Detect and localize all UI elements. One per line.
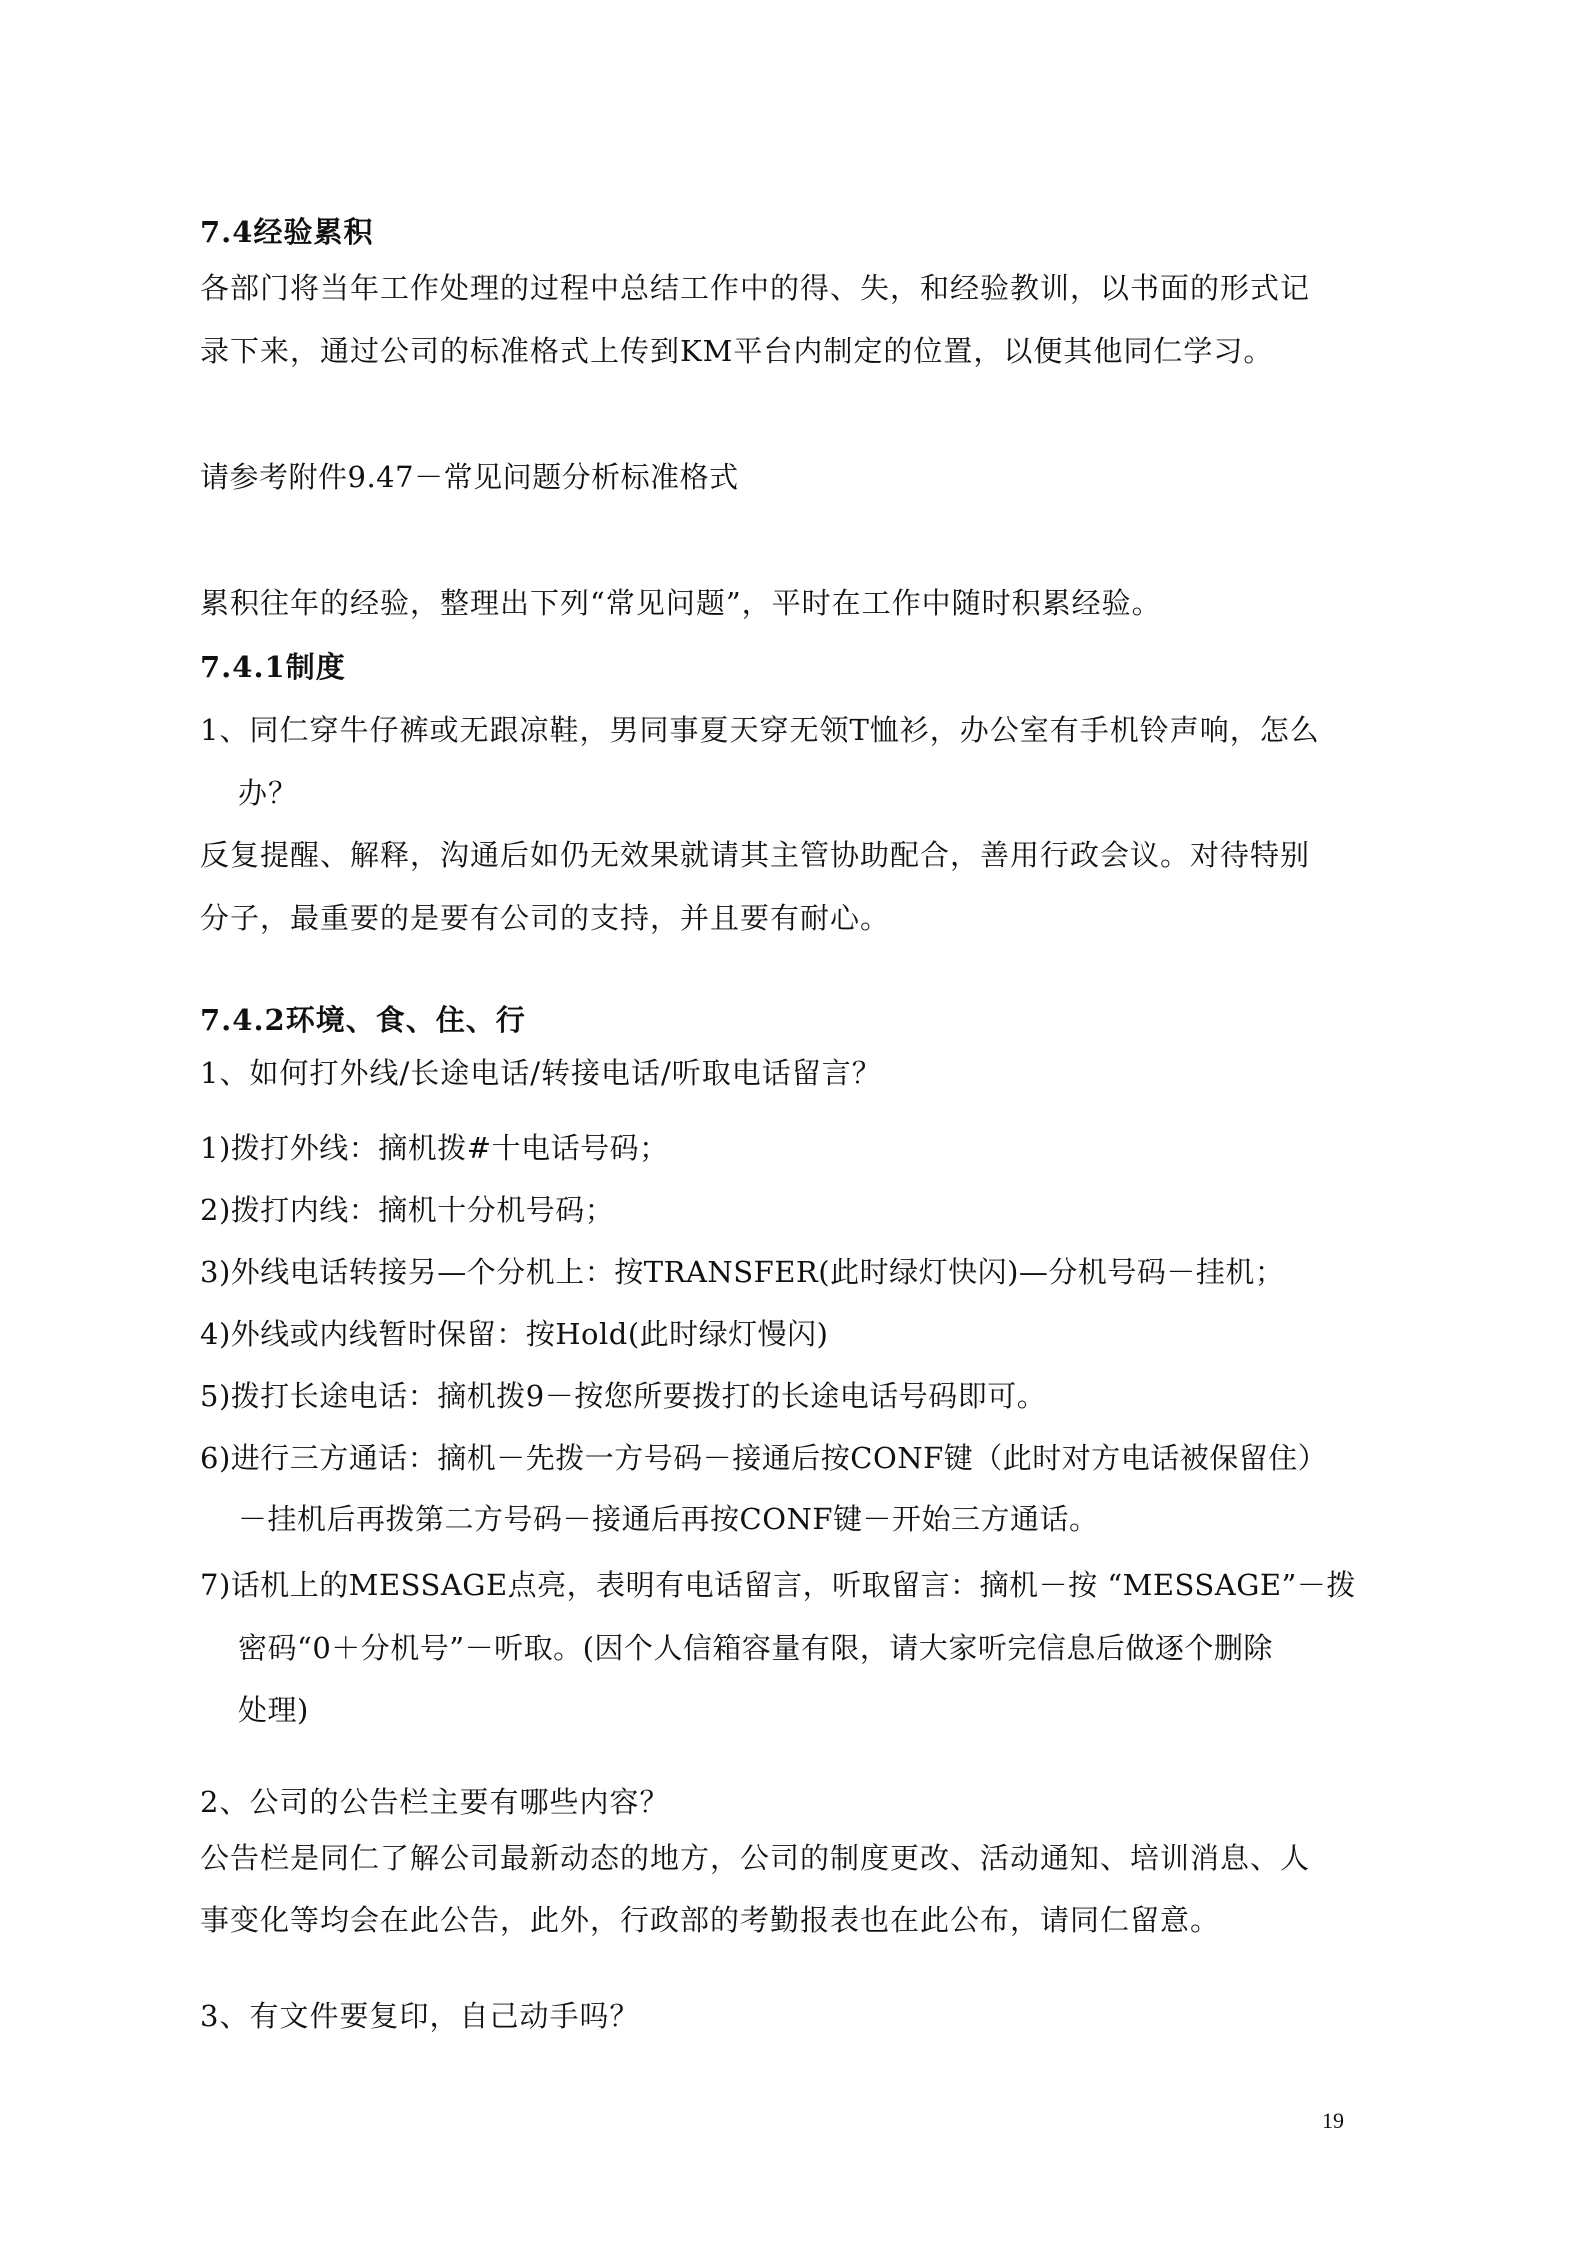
list-item: 4)外线或内线暂时保留：按Hold(此时绿灯慢闪) bbox=[200, 1317, 829, 1351]
answer-line: 分子，最重要的是要有公司的支持，并且要有耐心。 bbox=[200, 901, 891, 935]
answer-line: 事变化等均会在此公告，此外，行政部的考勤报表也在此公布，请同仁留意。 bbox=[200, 1903, 1221, 1937]
list-item: 6)进行三方通话：摘机－先拨一方号码－接通后按CONF键（此时对方电话被保留住） bbox=[200, 1441, 1328, 1475]
reference-note: 请参考附件9.47－常见问题分析标准格式 bbox=[200, 460, 739, 494]
list-item-continuation: 处理) bbox=[238, 1693, 309, 1727]
list-item: 2)拨打内线：摘机十分机号码； bbox=[200, 1193, 615, 1227]
question-line: 1、如何打外线/长途电话/转接电话/听取电话留言？ bbox=[200, 1056, 882, 1090]
list-item: 5)拨打长途电话：摘机拨9－按您所要拨打的长途电话号码即可。 bbox=[200, 1379, 1047, 1413]
section-heading-7-4: 7.4经验累积 bbox=[200, 215, 374, 249]
question-line: 2、公司的公告栏主要有哪些内容？ bbox=[200, 1785, 670, 1819]
paragraph-line: 录下来，通过公司的标准格式上传到KM平台内制定的位置，以便其他同仁学习。 bbox=[200, 334, 1274, 368]
intro-paragraph: 累积往年的经验，整理出下列“常见问题”，平时在工作中随时积累经验。 bbox=[200, 586, 1162, 620]
page-number: 19 bbox=[1322, 2108, 1344, 2133]
section-heading-7-4-1: 7.4.1制度 bbox=[200, 650, 346, 684]
list-item: 3)外线电话转接另—个分机上：按TRANSFER(此时绿灯快闪)—分机号码－挂机； bbox=[200, 1255, 1285, 1289]
question-line: 1、同仁穿牛仔裤或无跟凉鞋，男同事夏天穿无领T恤衫，办公室有手机铃声响，怎么 bbox=[200, 713, 1320, 747]
answer-line: 公告栏是同仁了解公司最新动态的地方，公司的制度更改、活动通知、培训消息、人 bbox=[200, 1841, 1311, 1875]
section-heading-7-4-2: 7.4.2环境、食、住、行 bbox=[200, 1003, 526, 1037]
paragraph-line: 各部门将当年工作处理的过程中总结工作中的得、失，和经验教训，以书面的形式记 bbox=[200, 271, 1311, 305]
question-line: 3、有文件要复印，自己动手吗？ bbox=[200, 1999, 640, 2033]
list-item: 7)话机上的MESSAGE点亮，表明有电话留言，听取留言：摘机－按 “MESSAGE”－拨 bbox=[200, 1568, 1356, 1602]
list-item: 1)拨打外线：摘机拨#十电话号码； bbox=[200, 1131, 669, 1165]
question-line: 办？ bbox=[238, 776, 299, 810]
answer-line: 反复提醒、解释，沟通后如仍无效果就请其主管协助配合，善用行政会议。对待特别 bbox=[200, 838, 1311, 872]
list-item-continuation: 密码“0＋分机号”－听取。(因个人信箱容量有限，请大家听完信息后做逐个删除 bbox=[238, 1631, 1273, 1665]
list-item-continuation: －挂机后再拨第二方号码－接通后再按CONF键－开始三方通话。 bbox=[238, 1502, 1099, 1536]
